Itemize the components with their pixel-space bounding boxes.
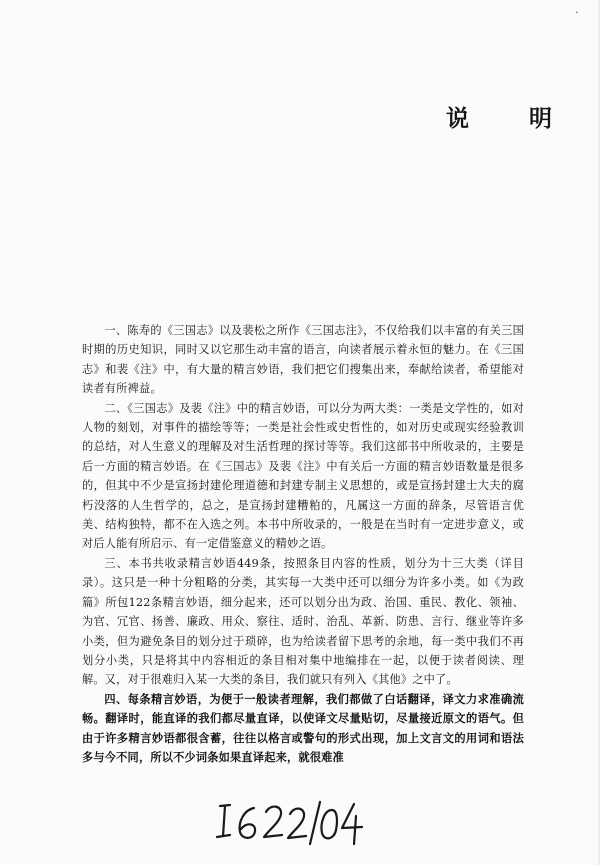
body-text — [82, 321, 524, 767]
paragraph-2: 二、《三国志》及裴《注》中的精言妙语，可以分为两大类：一类是文学性的，如对人物的刻划，对事件的描绘等等；一类是社会性或史哲性的，如对历史或现实经验教训的总结，对人生意义的理解及对生活哲理的探讨等等。我们这部书中所收录的，主要是后一方面的精言妙语。在《三国志》及裴《注》中有关后一方面的精言妙语数量是很多的，但其中不少是宣扬封建伦理道德和封建专制主义思想的，或是宣扬封建士大夫的腐朽没落的人生哲学的，总之，是宣扬封建糟粕的，凡属这一方面的辞条，尽管语言优美、结构独特，都不在入选之列。本书中所收录的，一般是在当时有一定进步意义，或对后人能有所启示、有一定借鉴意义的精妙之语。 — [82, 401, 524, 551]
handwritten-call-number — [214, 796, 364, 848]
paragraph-4: 四、每条精言妙语，为便于一般读者理解，我们都做了白话翻译，译文力求准确流畅。翻译时，能直译的我们都尽量直译，以使译文尽量贴切，尽量接近原文的语气。但由于许多精言妙语都很含蓄，往往以格言或警句的形式出现，加上文言文的用词和语法多与今不同，所以不少词条如果直译起来，就很难准 — [82, 691, 524, 764]
paragraph-1: 一、陈寿的《三国志》以及裴松之所作《三国志注》，不仅给我们以丰富的有关三国时期的历史知识，同时又以它那生动丰富的语言，向读者展示着永恒的魅力。在《三国志》和裴《注》中，有大量的精言妙语，我们把它们搜集出来，奉献给读者，希望能对读者有所裨益。 — [82, 324, 524, 396]
paragraph-3: 三、本书共收录精言妙语449条，按照条目内容的性质，划分为十三大类（详目录）。这只是一种十分粗略的分类，其实每一大类中还可以细分为许多小类。如《为政篇》所包122条精言妙语，细分起来，还可以划分出为政、治国、重民、教化、领袖、为官、冗官、扬善、廉政、用众、察往、适时、治乱、革新、防患、言行、继业等许多小类，但为避免条目的划分过于琐碎，也为给读者留下思考的余地，每一类中我们不再划分小类，只是将其中内容相近的条目相对集中地编排在一起，以便于读者阅读、理解。又，对于很难归入某一大类的条目，我们就只有列入《其他》之中了。 — [82, 556, 524, 687]
corner-mark: · — [575, 6, 579, 19]
page-title: 说 明 — [446, 105, 579, 132]
